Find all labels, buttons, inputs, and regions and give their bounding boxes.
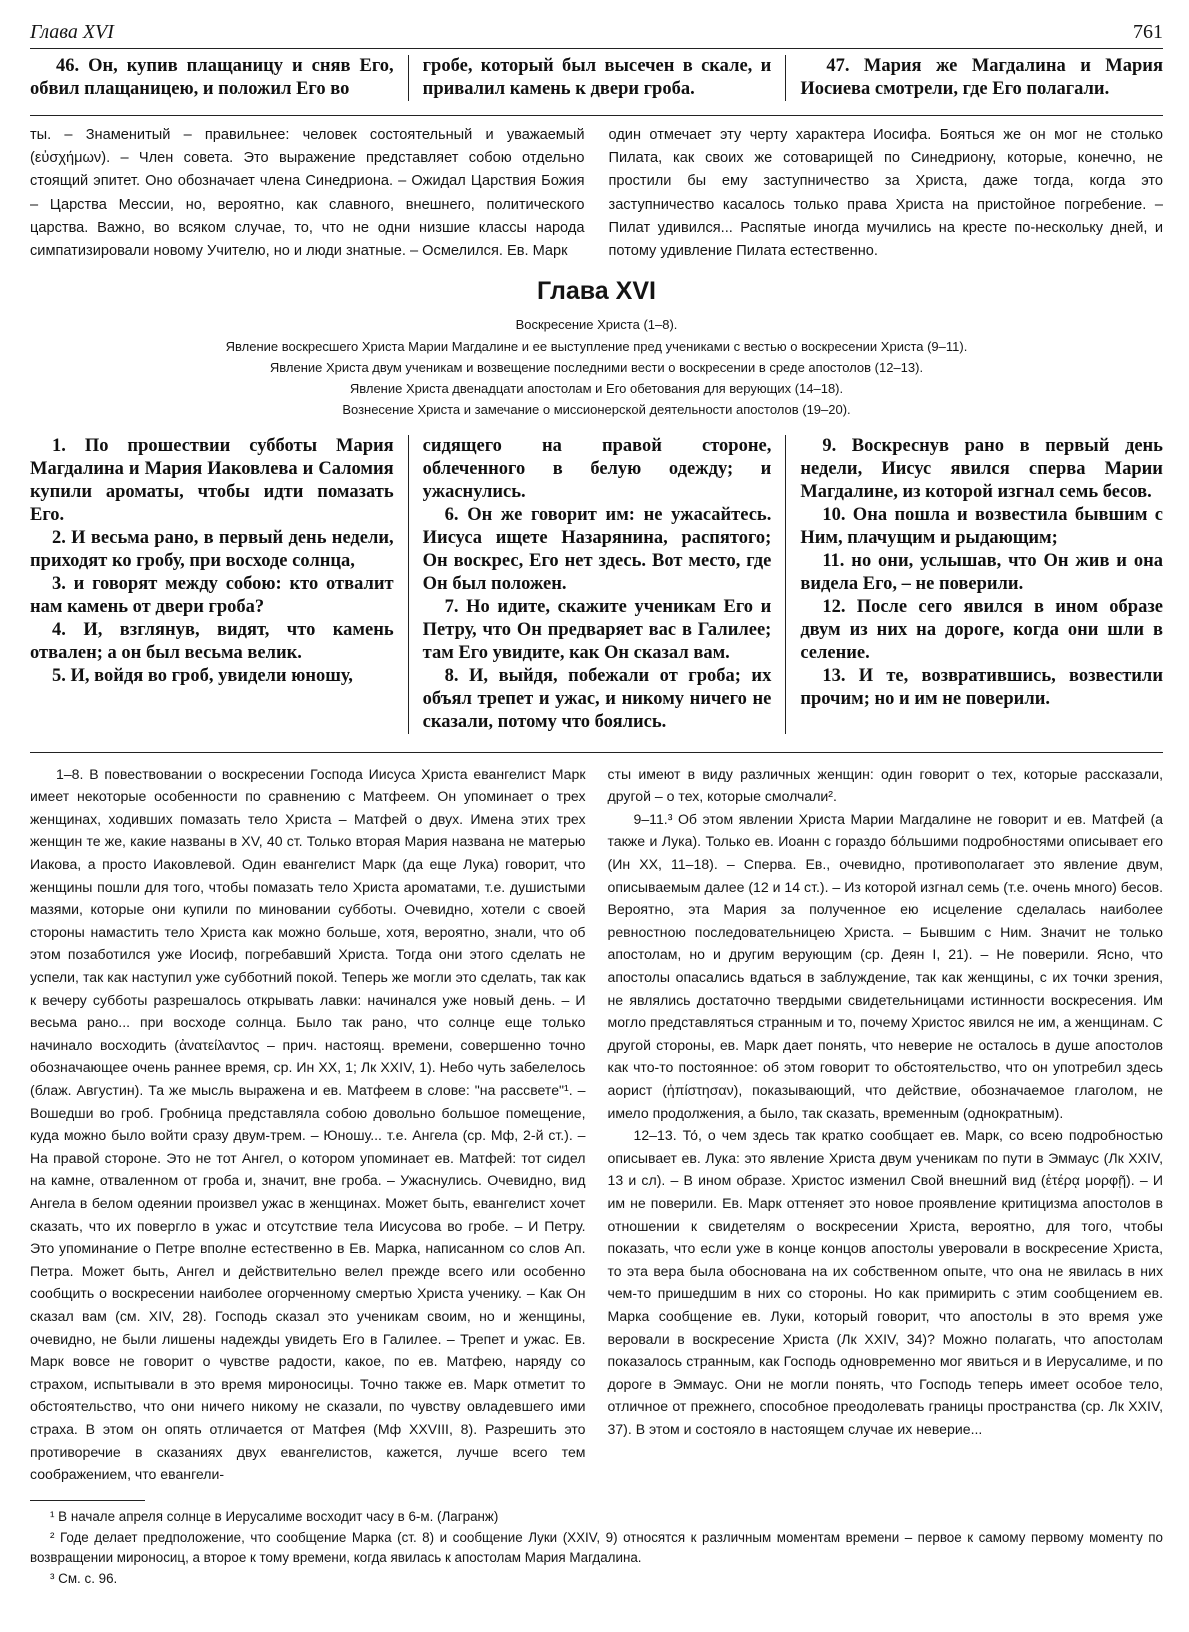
verse: 6. Он же говорит им: не ужасайтесь. Иисуса ищете Назарянина, распятого; Он воскрес, Его нет здесь. Вот место, где Он был положен.: [422, 504, 772, 594]
verse: 13. И те, возвратившись, возвестили прочим; но и им не поверили.: [800, 665, 1163, 709]
divider: [30, 752, 1163, 753]
verse-46-continued: гробе, который был высечен в скале, и привалил камень к двери гроба.: [422, 56, 772, 99]
footnote-divider: [30, 1500, 145, 1501]
footnotes: [30, 1507, 1163, 1590]
chapter-commentary: [30, 763, 1163, 1486]
commentary-paragraph: 9–11.³ Об этом явлении Христа Марии Магдалине не говорит и ев. Матфей (а также и Лука). Только ев. Иоанн с гораздо бо́льшими подробностями описывает его (Ин XX, 11–18). – Сперва. Ев., очевидно, противополагает это явление двум, описываемым далее (12 и 14 ст.). – Из которой изгнал семь (т.е. очень много) бесов. Вероятно, эта Мария за полученное ею исцеление сделалась наиболее ревностною последовательницею Христа. – Бывшим с Ним. Значит не только апостолам, но и другим верующим (ср. Деян I, 21). – Не поверили. Ясно, что апостолы опасались вдаться в заблуждение, так как женщины, с их точки зрения, не являлись достаточно твердыми свидетельницами истинности воскресения. Им могло представляться странным и то, почему Христос явился не им, а женщинам. С другой стороны, ев. Марк дает понять, что неверие не осталось в душе апостолов как что-то постоянное: об этом говорит то обстоятельство, что он употребил здесь аорист (ἠπίστησαν), показывающий, что действие, обозначаемое глаголом, не имело продолжения, а было, так сказать, временным (однократным).: [607, 810, 1163, 1121]
verse: 5. И, войдя во гроб, увидели юношу,: [52, 665, 353, 686]
verse: 12. После сего явился в ином образе двум из них на дороге, когда они шли в селение.: [800, 596, 1163, 663]
verse-column-3: [785, 435, 1163, 734]
summary-line: Воскресение Христа (1–8).: [515, 317, 678, 333]
verse: 8. И, выйдя, побежали от гроба; их объял трепет и ужас, и никому ничего не сказали, потому что боялись.: [422, 665, 772, 732]
running-header: [30, 14, 1163, 49]
top-verses: [30, 55, 1163, 101]
summary-line: Явление воскресшего Христа Марии Магдалине и ее выступление пред учениками с вестью о воскресении Христа (9–11).: [225, 338, 968, 354]
top-commentary-right: один отмечает эту черту характера Иосифа. Бояться же он мог не столько Пилата, как своих же сотоварищей по Синедриону, которые, конечно, не простили бы ему заступничество за Христа, даже тогда, когда это заступничество касалось только права Христа на пристойное погребение. – Пилат удивился... Распятые иногда мучились на кресте по-нескольку дней, и потому удивление Пилата естественно.: [608, 127, 1163, 260]
top-verse-column-3: [785, 55, 1163, 101]
verse: 11. но они, услышав, что Он жив и она видела Его, – не поверили.: [800, 550, 1163, 594]
footnote: ² Годе делает предположение, что сообщение Марка (ст. 8) и сообщение Луки (XXIV, 9) относятся к различным моментам времени – первое к самому первому моменту по возвращении мироносиц, а второе к тому времени, когда явилась к апостолам Мария Магдалина.: [30, 1529, 1163, 1566]
verse-column-1: [30, 435, 408, 734]
commentary-right-column: [608, 763, 1164, 1486]
divider: [30, 115, 1163, 116]
commentary-paragraph: 1–8. В повествовании о воскресении Господа Иисуса Христа евангелист Марк имеет некоторые особенности по сравнению с Матфеем. Он упоминает о трех женщинах, ходивших помазать тело Христа – Матфей о двух. Имена этих трех женщин те же, какие названы в XV, 40 ст. Только вторая Мария названа не матерью Иакова, а просто Иаковлевой. Один евангелист Марк (да еще Лука) говорит, что женщины пошли для того, чтобы помазать тело Христа ароматами, т.е. душистыми мазями, которые они купили по миновании субботы. Очевидно, хотели с своей стороны намастить тело Христа как можно больше, хотя, вероятно, знали, что об этом позаботился уже Иосиф, погребавший Христа. Тогда они этого сделать не успели, так как наступил уже субботний покой. Теперь же могли это сделать, так как к вечеру субботы разрешалось открывать лавки: начинался уже новый день. – И весьма рано... при восходе солнца. Было так рано, что солнце еще только начинало восходить (ἀνατείλαντος – прич. настоящ. времени, совершенно точно обозначающее очень раннее время, ср. Ин XX, 1; Лк XXIV, 1). Небо чуть забелелось (блаж. Августин). Та же мысль выражена и ев. Матфеем в слове: "на рассвете"¹. – Вошедши во гроб. Гробница представляла собою довольно большое помещение, куда можно было войти сразу двум-трем. – Юношу... т.е. Ангела (ср. Мф, 2-й ст.). – На правой стороне. Это не тот Ангел, о котором упоминает ев. Матфей: тот сидел на камне, отваленном от гроба и, значит, вне гроба. – Ужаснулись. Очевидно, вид Ангела в белом одеянии произвел ужас в женщинах. Может быть, евангелист хочет сказать, что их повергло в ужас и отсутствие тела Иисусова во гробе. – И Петру. Это упоминание о Петре вполне естественно в Ев. Марка, написанном со слов Ап. Петра. Может быть, Ангел и действительно велел прежде всего или особенно сообщить о воскресении наиболее огорченному смертью Христа ученику. – Как Он сказал вам (см. XIV, 28). Господь сказал это ученикам своим, но и женщины, очевидно, не были лишены надежды увидеть Его в Галилее. – Трепет и ужас. Ев. Марк вовсе не говорит о чувстве радости, какое, по ев. Матфею, наряду со страхом, испытывали в это время мироносицы. Точно также ев. Марк отметит то обстоятельство, что они ничего никому не сказали, по чувству овладевшего ими страха. В этом он опять отличается от Матфея (Мф XXVIII, 8). Разрешить это противоречие в сказаниях двух евангелистов, кажется, лучше всего тем соображением, что евангели-: [30, 765, 586, 1483]
summary-line: Вознесение Христа и замечание о миссионерской деятельности апостолов (19–20).: [342, 402, 851, 418]
verse-column-2: [408, 435, 786, 734]
verse: 3. и говорят между собою: кто отвалит нам камень от двери гроба?: [30, 573, 394, 617]
footnote: ³ См. с. 96.: [50, 1571, 118, 1587]
page: [30, 14, 1163, 1590]
top-commentary: [30, 124, 1163, 263]
verse: 2. И весьма рано, в первый день недели, приходят ко гробу, при восходе солнца,: [30, 527, 394, 571]
top-commentary-left: ты. – Знаменитый – правильнее: человек состоятельный и уважаемый (εὐσχήμων). – Член совета. Это выражение представляет собою отдельно стоящий эпитет. Оно обозначает члена Синедриона. – Ожидал Царствия Божия – Царства Мессии, но, вероятно, как славного, внешнего, политического царства. Важно, во всяком случае, то, что не одни низшие классы народа симпатизировали новому Учителю, но и люди знатные. – Осмелился. Ев. Марк: [30, 127, 585, 260]
page-number: 761: [1133, 21, 1163, 43]
summary-line: Явление Христа двум ученикам и возвещение последними вести о воскресении в среде апостолов (12–13).: [269, 359, 924, 375]
verse: сидящего на правой стороне, облеченного в белую одежду; и ужаснулись.: [422, 435, 772, 502]
commentary-paragraph: сты имеют в виду различных женщин: один говорит о тех, которые рассказали, другой – о тех, которые смолчали².: [607, 765, 1163, 805]
chapter-summary: [30, 314, 1163, 420]
commentary-paragraph: 12–13. То́, о чем здесь так кратко сообщает ев. Марк, со всею подробностью описывает ев. Лука: это явление Христа двум ученикам по пути в Эммаус (Лк XXIV, 13 и сл). – В ином образе. Христос изменил Свой внешний вид (ἑτέρᾳ μορφῇ). – И им не поверили. Ев. Марк оттеняет это новое проявление критицизма апостолов в отношении к свидетелям о воскресении Христа, вероятно, для того, чтобы показать, что если уже в конце концов апостолы уверовали в воскресение Христа, то эта вера была обоснована на их собственном опыте, что она не явилась в них чем-то пришедшим в них со стороны. Но как примирить с этим сообщением ев. Марка сообщение ев. Луки, который говорит, что апостолы в это время уже веровали в воскресение Христа (Лк XXIV, 34)? Можно полагать, что апостолам показалось странным, как Господь одновременно мог явиться и в Иерусалиме, и по дороге в Эммаус. Они не могли понять, что Господь теперь имеет особое тело, отличное от прежнего, способное преодолевать границы пространства (ср. Лк XXIV, 37). В этом и состояло в настоящем случае их неверие...: [607, 1127, 1163, 1437]
verse-46: 46. Он, купив плащаницу и сняв Его, обвил плащаницею, и положил Его во: [30, 56, 394, 99]
commentary-left-column: [30, 763, 586, 1486]
verse: 10. Она пошла и возвестила бывшим с Ним, плачущим и рыдающим;: [800, 504, 1163, 548]
verse-47: 47. Мария же Магдалина и Мария Иосиева смотрели, где Его полагали.: [800, 56, 1163, 99]
verse: 9. Воскреснув рано в первый день недели, Иисус явился сперва Марии Магдалине, из которой изгнал семь бесов.: [800, 435, 1163, 502]
running-header-chapter: Глава XVI: [30, 21, 114, 43]
chapter-verses: [30, 435, 1163, 734]
verse: 4. И, взглянув, видят, что камень отвален; а он был весьма велик.: [30, 619, 394, 663]
verse: 7. Но идите, скажите ученикам Его и Петру, что Он предваряет вас в Галилее; там Его увидите, как Он сказал вам.: [422, 596, 772, 663]
summary-line: Явление Христа двенадцати апостолам и Его обетования для верующих (14–18).: [349, 381, 844, 397]
top-verse-column-2: [408, 55, 786, 101]
footnote: ¹ В начале апреля солнце в Иерусалиме восходит часу в 6-м. (Лагранж): [50, 1508, 499, 1524]
chapter-title: Глава XVI: [537, 277, 656, 306]
verse: 1. По прошествии субботы Мария Магдалина и Мария Иаковлева и Саломия купили ароматы, чтобы идти помазать Его.: [30, 435, 394, 525]
top-verse-column-1: [30, 55, 408, 101]
